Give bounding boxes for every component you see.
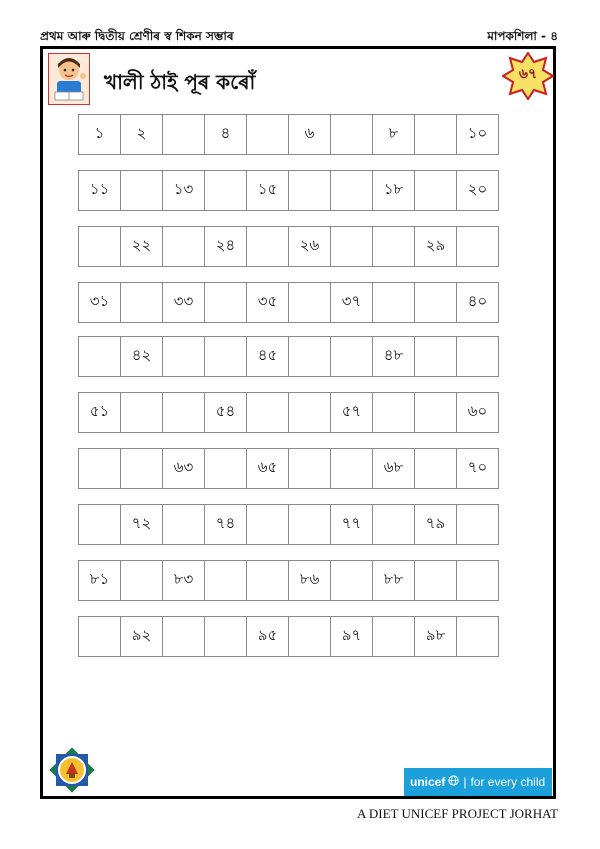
blank-cell	[162, 504, 205, 545]
blank-cell	[414, 114, 457, 155]
blank-cell	[204, 336, 247, 377]
blank-cell	[288, 170, 331, 211]
blank-cell	[162, 336, 205, 377]
blank-cell	[456, 226, 499, 267]
number-cell: ৬৮	[372, 448, 415, 489]
unicef-globe-icon	[448, 775, 459, 789]
blank-cell	[288, 616, 331, 657]
number-cell: ৭৭	[330, 504, 373, 545]
blank-cell	[204, 560, 247, 601]
number-cell: ১	[78, 114, 121, 155]
number-cell: ৪৮	[372, 336, 415, 377]
grid-row	[78, 282, 499, 323]
number-cell: ১০	[456, 114, 499, 155]
number-cell: ৮৬	[288, 560, 331, 601]
blank-cell	[414, 560, 457, 601]
worksheet-title: খালী ঠাই পূৰ কৰোঁ	[104, 70, 256, 94]
header-left-title: প্ৰথম আৰু দ্বিতীয় শ্ৰেণীৰ স্ব শিকন সম্ভাৰ	[40, 29, 234, 43]
number-cell: ১১	[78, 170, 121, 211]
blank-cell	[372, 392, 415, 433]
unicef-banner	[404, 768, 552, 796]
number-cell: ২	[120, 114, 163, 155]
number-cell: ৯৫	[246, 616, 289, 657]
diet-jorhat-emblem	[46, 744, 98, 796]
header-right-title: মাপকশিলা - ৪	[487, 29, 558, 43]
blank-cell	[204, 282, 247, 323]
blank-cell	[330, 170, 373, 211]
blank-cell	[414, 448, 457, 489]
number-cell: ৫১	[78, 392, 121, 433]
blank-cell	[330, 560, 373, 601]
unicef-tagline: for every child	[470, 775, 546, 789]
blank-cell	[246, 392, 289, 433]
number-cell: ৪০	[456, 282, 499, 323]
number-cell: ৩৫	[246, 282, 289, 323]
number-cell: ৫৪	[204, 392, 247, 433]
blank-cell	[372, 504, 415, 545]
number-cell: ৭০	[456, 448, 499, 489]
blank-cell	[456, 616, 499, 657]
blank-cell	[456, 560, 499, 601]
number-cell: ৯৮	[414, 616, 457, 657]
blank-cell	[78, 504, 121, 545]
blank-cell	[120, 560, 163, 601]
unicef-divider: |	[463, 775, 467, 789]
grid-row	[78, 560, 499, 601]
blank-cell	[246, 504, 289, 545]
number-cell: ৬০	[456, 392, 499, 433]
blank-cell	[162, 392, 205, 433]
blank-cell	[288, 448, 331, 489]
blank-cell	[120, 392, 163, 433]
blank-cell	[120, 448, 163, 489]
blank-cell	[288, 282, 331, 323]
blank-cell	[78, 448, 121, 489]
blank-cell	[372, 616, 415, 657]
blank-cell	[330, 336, 373, 377]
blank-cell	[288, 392, 331, 433]
grid-row	[78, 448, 499, 489]
blank-cell	[246, 226, 289, 267]
grid-row	[78, 616, 499, 657]
blank-cell	[162, 114, 205, 155]
blank-cell	[246, 560, 289, 601]
blank-cell	[204, 170, 247, 211]
blank-cell	[372, 226, 415, 267]
blank-cell	[414, 282, 457, 323]
number-cell: ২৯	[414, 226, 457, 267]
number-cell: ৭৯	[414, 504, 457, 545]
blank-cell	[456, 336, 499, 377]
number-cell: ৭২	[120, 504, 163, 545]
grid-row	[78, 336, 499, 377]
number-cell: ২০	[456, 170, 499, 211]
grid-row	[78, 392, 499, 433]
child-reading-illustration	[48, 53, 90, 105]
blank-cell	[78, 616, 121, 657]
number-cell: ৯৭	[330, 616, 373, 657]
number-cell: ৮৮	[372, 560, 415, 601]
grid-row	[78, 114, 499, 155]
number-cell: ৬৩	[162, 448, 205, 489]
unicef-name: unicef	[410, 775, 446, 789]
number-cell: ৩১	[78, 282, 121, 323]
number-cell: ৩৭	[330, 282, 373, 323]
number-cell: ৭৪	[204, 504, 247, 545]
blank-cell	[330, 226, 373, 267]
blank-cell	[330, 448, 373, 489]
number-cell: ৮৩	[162, 560, 205, 601]
blank-cell	[372, 282, 415, 323]
blank-cell	[414, 392, 457, 433]
blank-cell	[78, 226, 121, 267]
number-cell: ৯২	[120, 616, 163, 657]
footer-project-credit: A DIET UNICEF PROJECT JORHAT	[356, 806, 558, 821]
blank-cell	[288, 504, 331, 545]
number-cell: ২২	[120, 226, 163, 267]
blank-cell	[120, 282, 163, 323]
blank-cell	[456, 504, 499, 545]
blank-cell	[204, 448, 247, 489]
number-cell: ৮১	[78, 560, 121, 601]
number-cell: ৬৫	[246, 448, 289, 489]
blank-cell	[204, 616, 247, 657]
number-cell: ৪৫	[246, 336, 289, 377]
number-cell: ২৬	[288, 226, 331, 267]
blank-cell	[162, 616, 205, 657]
number-cell: ৮	[372, 114, 415, 155]
number-cell: ১৫	[246, 170, 289, 211]
blank-cell	[120, 170, 163, 211]
blank-cell	[246, 114, 289, 155]
blank-cell	[330, 114, 373, 155]
number-cell: ১৩	[162, 170, 205, 211]
blank-cell	[162, 226, 205, 267]
number-cell: ১৮	[372, 170, 415, 211]
grid-row	[78, 504, 499, 545]
page-number-badge: ৬৭	[518, 66, 538, 82]
number-cell: ৪	[204, 114, 247, 155]
number-cell: ৩৩	[162, 282, 205, 323]
grid-row	[78, 170, 499, 211]
number-cell: ৬	[288, 114, 331, 155]
blank-cell	[288, 336, 331, 377]
blank-cell	[78, 336, 121, 377]
number-cell: ২৪	[204, 226, 247, 267]
blank-cell	[414, 336, 457, 377]
number-cell: ৫৭	[330, 392, 373, 433]
blank-cell	[414, 170, 457, 211]
number-cell: ৪২	[120, 336, 163, 377]
grid-row	[78, 226, 499, 267]
